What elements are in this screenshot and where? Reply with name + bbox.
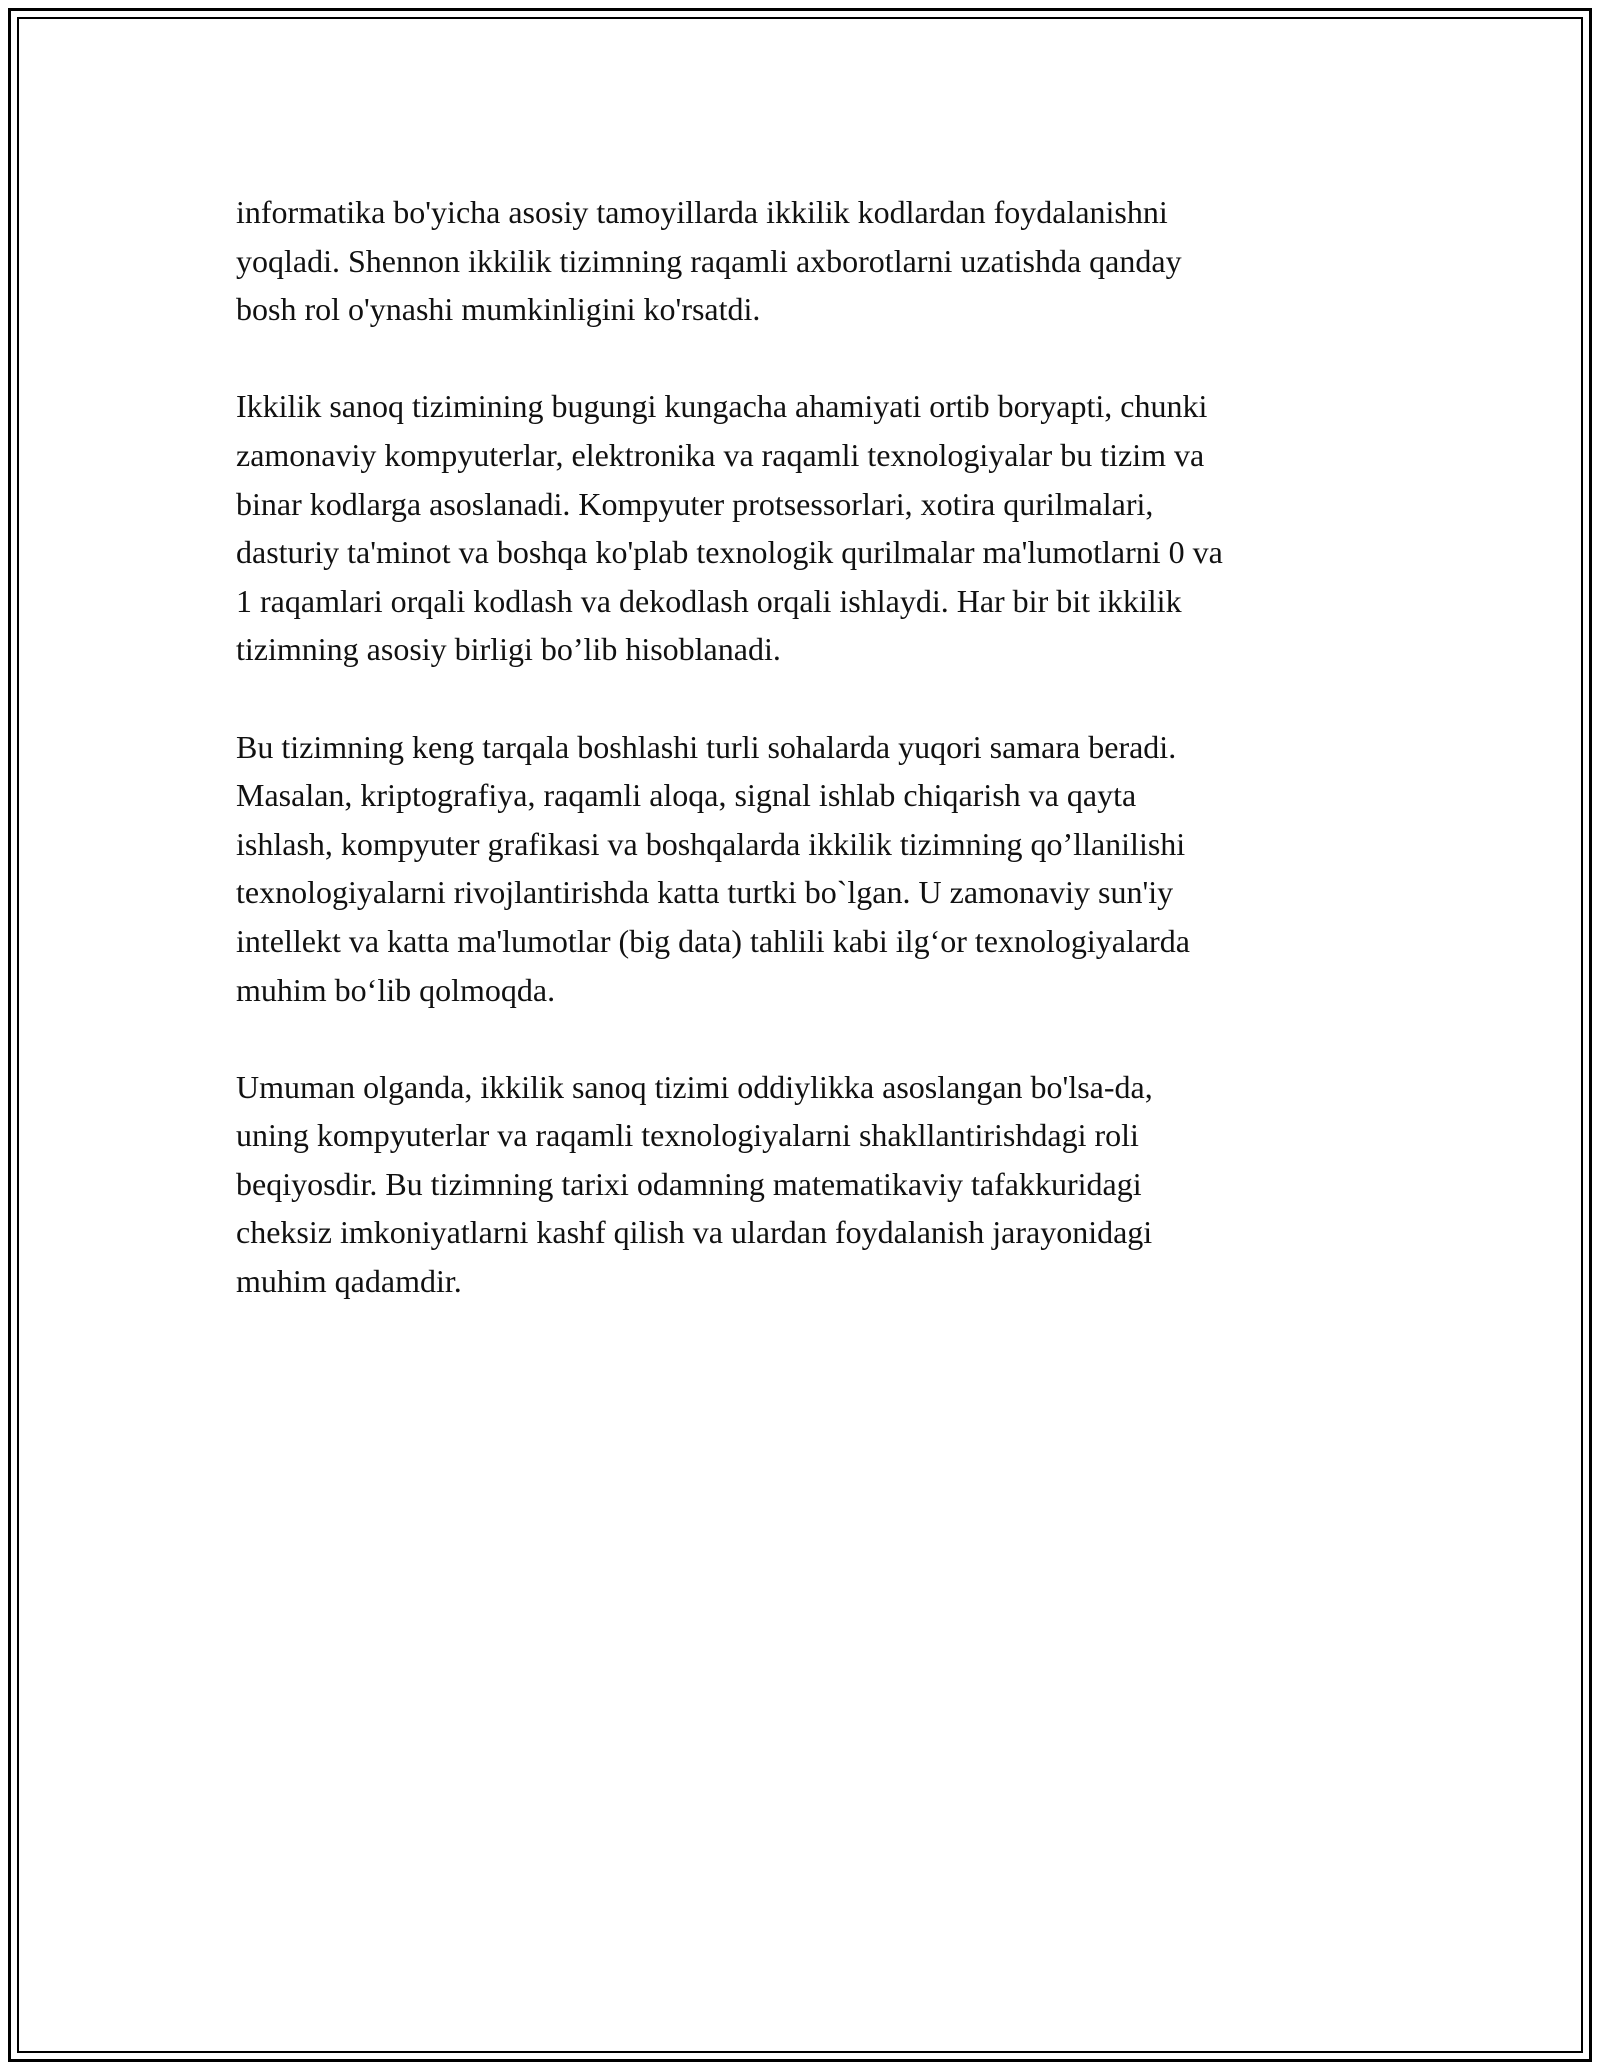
- paragraph-4: Umuman olganda, ikkilik sanoq tizimi oddiylikka asoslangan bo'lsa-da, uning kompyuterlar va raqamli texnologiyalarni shakllantirishdagi roli beqiyosdir. Bu tizimning tarixi odamning matematikaviy tafakkuridagi cheksiz imkoniyatlarni kashf qilish va ulardan foydalanish jarayonidagi muhim qadamdir.: [236, 1068, 1153, 1300]
- document-body: [236, 188, 1376, 1354]
- paragraph-2: Ikkilik sanoq tizimining bugungi kungacha ahamiyati ortib boryapti, chunki zamonaviy kompyuterlar, elektronika va raqamli texnologiyalar bu tizim va binar kodlarga asoslanadi. Kompyuter protsessorlari, xotira qurilmalari, dasturiy ta'minot va boshqa ko'plab texnologik qurilmalar ma'lumotlarni 0 va 1 raqamlari orqali kodlash va dekodlash orqali ishlaydi. Har bir bit ikkilik tizimning asosiy birligi bo’lib hisoblanadi.: [236, 388, 1223, 668]
- paragraph-1: informatika bo'yicha asosiy tamoyillarda ikkilik kodlardan foydalanishni yoqladi. Shennon ikkilik tizimning raqamli axborotlarni uzatishda qanday bosh rol o'ynashi mumkinligini ko'rsatdi.: [236, 194, 1182, 328]
- paragraph-3: Bu tizimning keng tarqala boshlashi turli sohalarda yuqori samara beradi. Masalan, kriptografiya, raqamli aloqa, signal ishlab chiqarish va qayta ishlash, kompyuter grafikasi va boshqalarda ikkilik tizimning qo’llanilishi texnologiyalarni rivojlantirishda katta turtki bo`lgan. U zamonaviy sun'iy intellekt va katta ma'lumotlar (big data) tahlili kabi ilg‘or texnologiyalarda muhim bo‘lib qolmoqda.: [236, 728, 1190, 1008]
